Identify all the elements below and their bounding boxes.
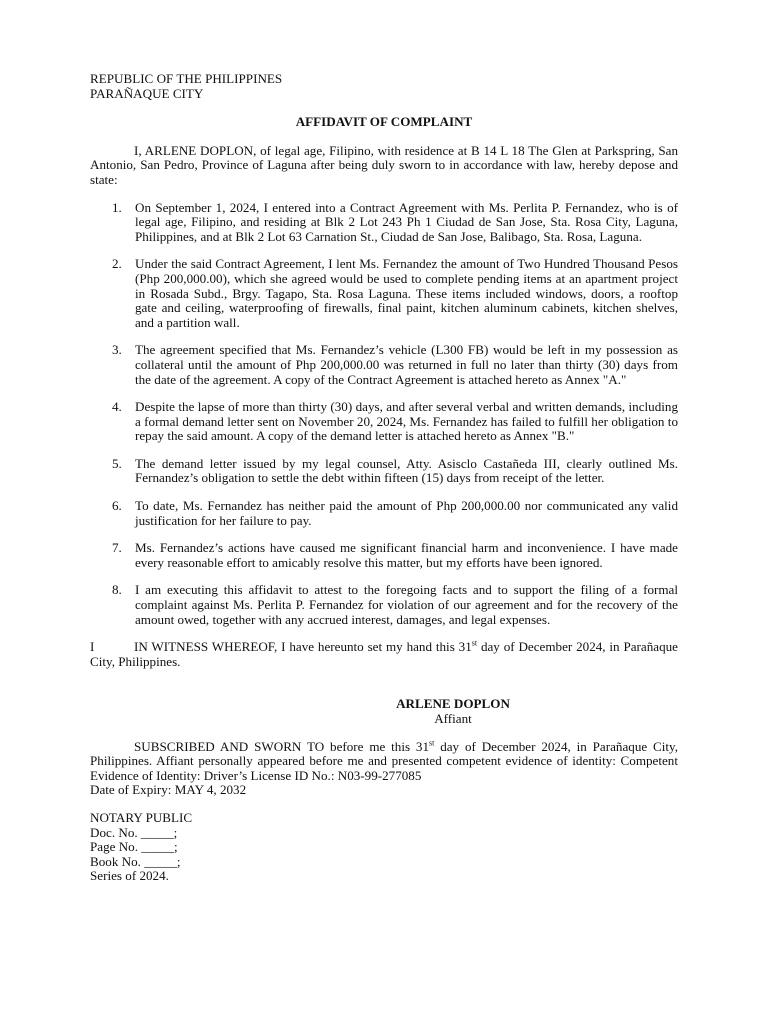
header-republic: REPUBLIC OF THE PHILIPPINES — [90, 71, 283, 86]
statement-number: 4. — [112, 399, 122, 415]
affiant-role: Affiant — [434, 711, 472, 726]
statement-number: 8. — [112, 582, 122, 598]
witness-ordinal-suffix: st — [471, 638, 478, 648]
affiant-name: ARLENE DOPLON — [396, 696, 510, 712]
statement-item — [90, 201, 678, 245]
statement-text: To date, Ms. Fernandez has neither paid the amount of Php 200,000.00 nor communicated any valid justification for her failure to pay. — [135, 498, 678, 528]
statement-item — [90, 457, 678, 486]
witness-text-end: day of December 2024, in Parañaque City, Philippines. — [90, 639, 678, 669]
statement-number: 2. — [112, 256, 122, 272]
statement-number: 1. — [112, 199, 122, 215]
header-city: PARAÑAQUE CITY — [90, 85, 204, 101]
notary-doc-no: Doc. No. _____; — [90, 824, 178, 840]
notary-page-no: Page No. _____; — [90, 839, 178, 855]
statement-number: 6. — [112, 498, 122, 514]
statement-item — [90, 400, 678, 444]
id-expiry: Date of Expiry: MAY 4, 2032 — [90, 782, 247, 798]
statement-text: Ms. Fernandez’s actions have caused me significant financial harm and inconvenience. I have made every reasonable effort to amicably resolve this matter, but my efforts have been ignored. — [135, 540, 678, 570]
notary-series: Series of 2024. — [90, 868, 169, 884]
affidavit-page — [90, 72, 678, 884]
witness-text-start: IN WITNESS WHEREOF, I have hereunto set my hand this 31 — [134, 639, 472, 655]
notary-book-no: Book No. _____; — [90, 853, 181, 869]
statement-list — [90, 201, 678, 628]
statement-text: The demand letter issued by my legal counsel, Atty. Asisclo Castañeda III, clearly outlined Ms. Fernandez’s obligation to settle the debt within fifteen (15) days from receipt of the letter. — [135, 455, 678, 486]
witness-paragraph — [90, 640, 678, 669]
notary-title: NOTARY PUBLIC — [90, 809, 193, 825]
statement-text: Under the said Contract Agreement, I lent Ms. Fernandez the amount of Two Hundred Thousand Pesos (Php 200,000.00), which she agreed would be used to complete pending items at an apartment project in Rosada Subd., Brgy. Tagapo, Sta. Rosa Laguna. These items included windows, doors, a rooftop gate and ceiling, waterproofing of firewalls, final paint, kitchen aluminum cabinets, kitchen shelves, and a partition wall. — [135, 256, 678, 330]
statement-text: The agreement specified that Ms. Fernandez’s vehicle (L300 FB) would be left in my possession as collateral until the amount of Php 200,000.00 was returned in full no later than thirty (30) days from the date of the agreement. A copy of the Contract Agreement is attached hereto as Annex "A." — [135, 342, 678, 387]
statement-item — [90, 541, 678, 570]
affiant-signature-block — [318, 697, 588, 726]
statement-number: 5. — [112, 455, 122, 471]
jurat-text-start: SUBSCRIBED AND SWORN TO before me this 31 — [134, 738, 430, 754]
statement-item — [90, 499, 678, 528]
statement-text: I am executing this affidavit to attest to the foregoing facts and to support the filing of a formal complaint against Ms. Perlita P. Fernandez for violation of our agreement and for the recovery of the amount owed, together with any accrued interest, damages, and legal expenses. — [135, 582, 678, 627]
jurat-ordinal-suffix: st — [429, 738, 435, 748]
notary-block — [90, 811, 678, 884]
witness-lead: I — [90, 639, 95, 655]
statement-item — [90, 343, 678, 387]
statement-text: On September 1, 2024, I entered into a Contract Agreement with Ms. Perlita P. Fernandez, who is of legal age, Filipino, and residing at Blk 2 Lot 243 Ph 1 Ciudad de San Jose, Sta. Rosa City, Laguna, Philippines, and at Blk 2 Lot 63 Carnation St., Ciudad de San Jose, Balibago, Sta. Rosa, Laguna. — [135, 199, 678, 244]
statement-item — [90, 583, 678, 627]
intro-paragraph: I, ARLENE DOPLON, of legal age, Filipino, with residence at B 14 L 18 The Glen at Parkspring, San Antonio, San Pedro, Province of Laguna after being duly sworn to in accordance with law, hereby depose and state: — [90, 142, 678, 187]
statement-number: 3. — [112, 342, 122, 358]
jurat-text-end: day of December 2024, in Parañaque City, Philippines. Affiant personally appeared before me and presented competent evidence of identity: Competent Evidence of Identity: Driver’s License ID No.: N03-99-277085 — [90, 738, 678, 783]
jurat-paragraph — [90, 740, 678, 798]
statement-number: 7. — [112, 540, 122, 556]
document-header — [90, 72, 678, 101]
statement-text: Despite the lapse of more than thirty (30) days, and after several verbal and written demands, including a formal demand letter sent on November 20, 2024, Ms. Fernandez has failed to fulfill her obligation to repay the said amount. A copy of the demand letter is attached hereto as Annex "B." — [135, 399, 678, 444]
document-title: AFFIDAVIT OF COMPLAINT — [295, 114, 473, 130]
statement-item — [90, 257, 678, 330]
